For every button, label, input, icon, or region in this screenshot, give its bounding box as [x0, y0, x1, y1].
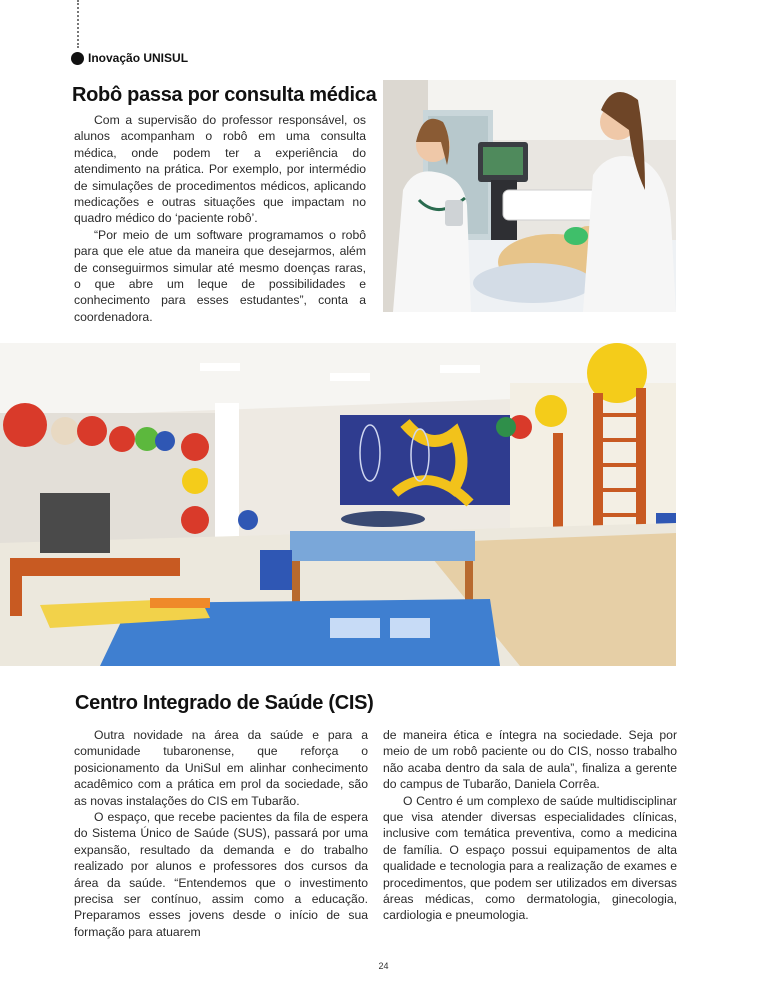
article-title-robot: Robô passa por consulta médica: [72, 84, 377, 106]
section-tag-label: Inovação UNISUL: [88, 51, 189, 65]
paragraph: “Por meio de um software programamos o robô para que ele atue da maneira que desejarmos, além de conseguirmos simular até mesmo doenças raras, o que abre um leque de possibilidades e conhecimento para esses estudantes”, conta a coordenadora.: [74, 227, 366, 324]
paragraph: Com a supervisão do professor responsável, os alunos acompanham o robô em uma consulta médica, onde podem ter a experiência do atendimento na prática. Por exemplo, por intermédio de simulações de procedimentos médicos, aplicando medicações e outras situações que impactam no quadro médico do ‘paciente robô’.: [74, 113, 366, 226]
article-robot-body: [74, 112, 366, 325]
section-tag: [71, 51, 188, 65]
decorative-dotted-line: [77, 0, 79, 48]
photo-cis-rehab-room: [0, 343, 676, 666]
article-title-cis: Centro Integrado de Saúde (CIS): [75, 692, 374, 714]
paragraph: O espaço, que recebe pacientes da fila de espera do Sistema Único de Saúde (SUS), passará por uma expansão, resultado da demanda e do trabalho realizado por alunos e professores dos cursos da área da saúde. “Entendemos que o investimento precisa ser contínuo, assim como a educação. Preparamos esses jovens desde o início de sua formação para atuarem: [74, 810, 368, 939]
photo-robot-consultation: [383, 80, 676, 312]
article-cis-left-column: [74, 727, 368, 940]
paragraph: O Centro é um complexo de saúde multidisciplinar que visa atender diversas especialidades clínicas, inclusive com temática preventiva, como a medicina de família. O espaço possui equipamentos de alta qualidade e tecnologia para a realização de exames e procedimentos, que podem ser utilizados em diversas áreas médicas, como dermatologia, ginecologia, cardiologia e pneumologia.: [383, 793, 677, 923]
rehab-room-illustration: [0, 343, 676, 666]
paragraph-continuation: de maneira ética e íntegra na sociedade. Seja por meio de um robô paciente ou do CIS, nosso trabalho não acaba dentro da sala de aula”, finaliza a gerente do campus de Tubarão, Daniela Corrêa.: [383, 728, 677, 792]
article-cis-right-column: [383, 727, 677, 924]
page-number: 24: [378, 961, 389, 971]
paragraph: Outra novidade na área da saúde e para a comunidade tubaronense, que reforça o posicionamento da UniSul em alinhar conhecimento acadêmico com a prática em prol da sociedade, são as novas instalações do CIS em Tubarão.: [74, 728, 368, 808]
robot-consultation-illustration: [383, 80, 676, 312]
bullet-dot-icon: [71, 52, 84, 65]
